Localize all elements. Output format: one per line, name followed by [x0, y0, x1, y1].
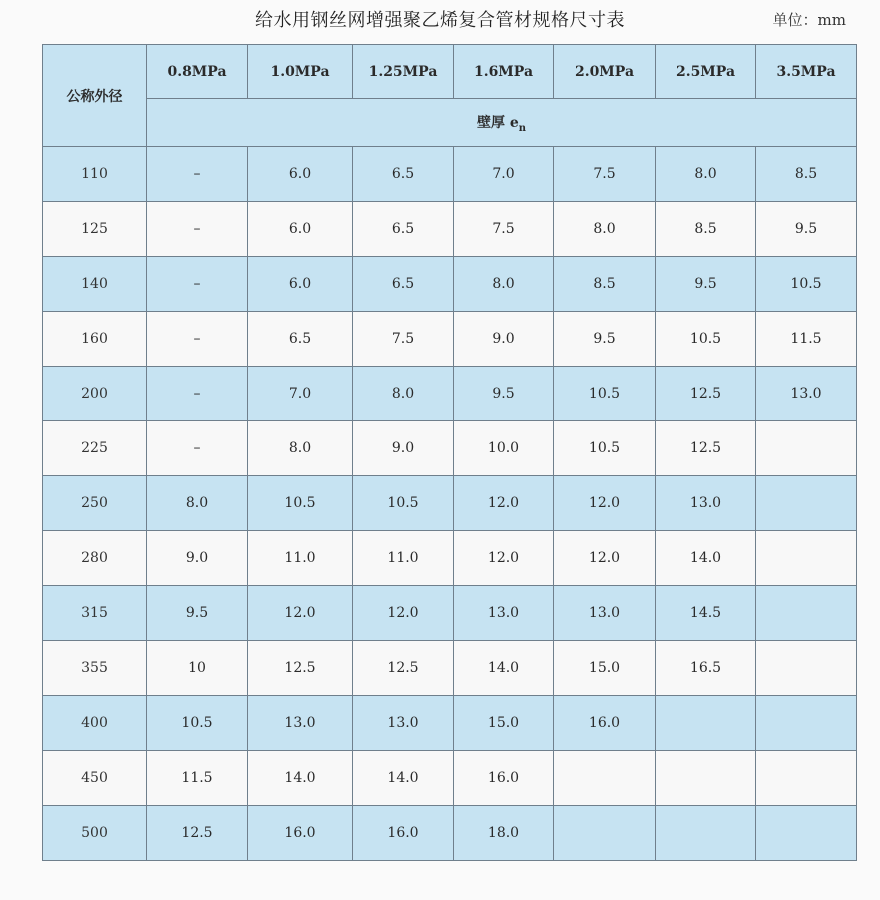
diameter-cell: 250 — [43, 476, 147, 531]
thickness-cell — [756, 641, 857, 696]
thickness-cell: 15.0 — [554, 641, 656, 696]
thickness-cell: 6.5 — [353, 256, 454, 311]
thickness-cell: 6.0 — [248, 256, 353, 311]
thickness-cell: 14.0 — [454, 641, 554, 696]
thickness-cell: 8.0 — [656, 147, 756, 202]
table-body — [43, 147, 857, 861]
wall-thickness-subscript: n — [518, 122, 527, 134]
thickness-cell — [756, 695, 857, 750]
thickness-cell: 10 — [147, 641, 248, 696]
pressure-header: 2.0MPa — [554, 45, 656, 99]
thickness-cell: 16.5 — [656, 641, 756, 696]
thickness-cell: 8.0 — [554, 201, 656, 256]
thickness-cell: 7.5 — [454, 201, 554, 256]
table-row — [43, 256, 857, 311]
thickness-cell: – — [147, 366, 248, 421]
unit-label: 单位：mm — [772, 11, 846, 29]
table-row — [43, 531, 857, 586]
thickness-cell: 8.5 — [756, 147, 857, 202]
pressure-header: 0.8MPa — [147, 45, 248, 99]
thickness-cell: 6.5 — [353, 147, 454, 202]
pressure-header: 2.5MPa — [656, 45, 756, 99]
table-row — [43, 695, 857, 750]
thickness-cell: 8.0 — [248, 421, 353, 476]
thickness-cell: 10.5 — [554, 366, 656, 421]
pressure-header: 1.6MPa — [454, 45, 554, 99]
thickness-cell — [554, 750, 656, 805]
diameter-cell: 125 — [43, 201, 147, 256]
thickness-cell: – — [147, 256, 248, 311]
diameter-cell: 200 — [43, 366, 147, 421]
thickness-cell: 10.5 — [147, 695, 248, 750]
table-row — [43, 586, 857, 641]
table-row — [43, 421, 857, 476]
thickness-cell: 16.0 — [248, 805, 353, 860]
thickness-cell — [756, 421, 857, 476]
table-row — [43, 805, 857, 860]
diameter-cell: 315 — [43, 586, 147, 641]
thickness-cell: 12.0 — [248, 586, 353, 641]
thickness-cell: 9.0 — [353, 421, 454, 476]
thickness-cell: 13.0 — [454, 586, 554, 641]
spec-table — [42, 44, 857, 861]
thickness-cell: 9.0 — [454, 311, 554, 366]
thickness-cell: 14.5 — [656, 586, 756, 641]
diameter-cell: 110 — [43, 147, 147, 202]
diameter-cell: 140 — [43, 256, 147, 311]
table-row — [43, 366, 857, 421]
pressure-header: 1.25MPa — [353, 45, 454, 99]
thickness-cell: 11.5 — [756, 311, 857, 366]
thickness-cell — [756, 805, 857, 860]
thickness-cell: 12.5 — [248, 641, 353, 696]
thickness-cell: 7.5 — [554, 147, 656, 202]
thickness-cell — [656, 750, 756, 805]
thickness-cell: 10.0 — [454, 421, 554, 476]
thickness-cell: 12.0 — [454, 476, 554, 531]
thickness-cell: 13.0 — [656, 476, 756, 531]
thickness-cell: 16.0 — [454, 750, 554, 805]
thickness-cell: 8.5 — [554, 256, 656, 311]
thickness-cell: 11.0 — [248, 531, 353, 586]
diameter-cell: 355 — [43, 641, 147, 696]
table-row — [43, 750, 857, 805]
thickness-cell: 6.0 — [248, 147, 353, 202]
thickness-cell — [756, 586, 857, 641]
thickness-cell: 12.0 — [353, 586, 454, 641]
thickness-cell: 12.0 — [554, 531, 656, 586]
thickness-cell: 6.5 — [353, 201, 454, 256]
thickness-cell — [756, 750, 857, 805]
thickness-cell — [554, 805, 656, 860]
diameter-cell: 160 — [43, 311, 147, 366]
document-title: 给水用钢丝网增强聚乙烯复合管材规格尺寸表 — [255, 10, 625, 31]
thickness-cell: 8.0 — [147, 476, 248, 531]
thickness-cell — [656, 805, 756, 860]
thickness-cell: 9.5 — [554, 311, 656, 366]
thickness-cell: 10.5 — [248, 476, 353, 531]
thickness-cell — [656, 695, 756, 750]
thickness-cell: 18.0 — [454, 805, 554, 860]
thickness-cell: 12.5 — [656, 366, 756, 421]
header-row-wall — [43, 99, 857, 147]
thickness-cell: 6.5 — [248, 311, 353, 366]
table-row — [43, 476, 857, 531]
thickness-cell: 12.0 — [454, 531, 554, 586]
table-row — [43, 201, 857, 256]
thickness-cell: 10.5 — [554, 421, 656, 476]
pressure-header: 1.0MPa — [248, 45, 353, 99]
diameter-cell: 400 — [43, 695, 147, 750]
thickness-cell: 9.5 — [454, 366, 554, 421]
table-row — [43, 147, 857, 202]
thickness-cell — [756, 476, 857, 531]
thickness-cell: 13.0 — [756, 366, 857, 421]
thickness-cell: 12.5 — [147, 805, 248, 860]
diameter-cell: 225 — [43, 421, 147, 476]
thickness-cell: 8.0 — [454, 256, 554, 311]
thickness-cell: 7.0 — [248, 366, 353, 421]
thickness-cell: 13.0 — [248, 695, 353, 750]
thickness-cell: 13.0 — [554, 586, 656, 641]
thickness-cell: 9.5 — [656, 256, 756, 311]
wall-thickness-header — [147, 99, 857, 147]
header-row-pressures — [43, 45, 857, 99]
thickness-cell: 10.5 — [656, 311, 756, 366]
diameter-cell: 450 — [43, 750, 147, 805]
table-row — [43, 311, 857, 366]
thickness-cell: 14.0 — [248, 750, 353, 805]
thickness-cell: – — [147, 147, 248, 202]
thickness-cell: – — [147, 201, 248, 256]
diameter-cell: 280 — [43, 531, 147, 586]
thickness-cell: 8.5 — [656, 201, 756, 256]
diameter-header: 公称外径 — [43, 45, 147, 147]
thickness-cell: 12.0 — [554, 476, 656, 531]
thickness-cell: – — [147, 311, 248, 366]
thickness-cell: 11.0 — [353, 531, 454, 586]
thickness-cell: 9.0 — [147, 531, 248, 586]
thickness-cell: 16.0 — [554, 695, 656, 750]
thickness-cell: – — [147, 421, 248, 476]
table-row — [43, 641, 857, 696]
thickness-cell: 16.0 — [353, 805, 454, 860]
thickness-cell: 15.0 — [454, 695, 554, 750]
thickness-cell: 12.5 — [656, 421, 756, 476]
pressure-header: 3.5MPa — [756, 45, 857, 99]
thickness-cell: 13.0 — [353, 695, 454, 750]
thickness-cell: 10.5 — [756, 256, 857, 311]
thickness-cell: 9.5 — [756, 201, 857, 256]
wall-thickness-label: 壁厚 e — [476, 114, 519, 131]
thickness-cell: 7.0 — [454, 147, 554, 202]
thickness-cell: 8.0 — [353, 366, 454, 421]
thickness-cell: 6.0 — [248, 201, 353, 256]
thickness-cell: 7.5 — [353, 311, 454, 366]
thickness-cell: 10.5 — [353, 476, 454, 531]
diameter-cell: 500 — [43, 805, 147, 860]
thickness-cell: 12.5 — [353, 641, 454, 696]
thickness-cell: 14.0 — [353, 750, 454, 805]
thickness-cell: 14.0 — [656, 531, 756, 586]
thickness-cell — [756, 531, 857, 586]
thickness-cell: 11.5 — [147, 750, 248, 805]
thickness-cell: 9.5 — [147, 586, 248, 641]
